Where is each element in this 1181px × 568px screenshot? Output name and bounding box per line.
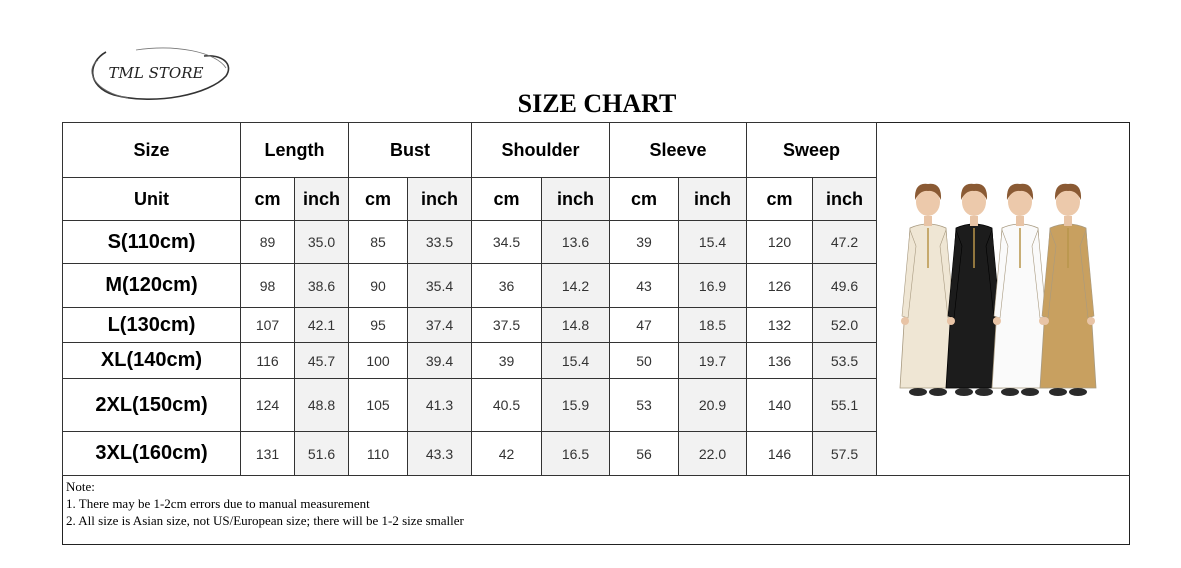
value-cell: 146 [747, 432, 813, 476]
value-cell: 124 [241, 379, 295, 432]
size-label: M(120cm) [63, 264, 241, 308]
note-heading: Note: [66, 479, 95, 494]
value-cell: 116 [241, 343, 295, 379]
unit-cm: cm [610, 178, 679, 221]
neck [970, 216, 978, 226]
value-cell: 100 [349, 343, 408, 379]
unit-cm: cm [472, 178, 542, 221]
page-title: SIZE CHART [517, 89, 677, 118]
value-cell: 136 [747, 343, 813, 379]
value-cell: 107 [241, 308, 295, 343]
value-cell: 55.1 [813, 379, 877, 432]
value-cell: 14.8 [542, 308, 610, 343]
size-label: XL(140cm) [63, 343, 241, 379]
value-cell: 90 [349, 264, 408, 308]
value-cell: 15.9 [542, 379, 610, 432]
hand [1087, 317, 1095, 325]
size-label: 2XL(150cm) [63, 379, 241, 432]
size-chart-table [62, 122, 877, 476]
value-cell: 18.5 [679, 308, 747, 343]
unit-row [63, 178, 877, 221]
value-cell: 15.4 [679, 221, 747, 264]
child-figure [992, 184, 1048, 396]
size-label: L(130cm) [63, 308, 241, 343]
sweep-header: Sweep [747, 123, 877, 178]
value-cell: 89 [241, 221, 295, 264]
value-cell: 33.5 [408, 221, 472, 264]
shoe [955, 388, 973, 396]
value-cell: 50 [610, 343, 679, 379]
value-cell: 140 [747, 379, 813, 432]
value-cell: 39 [472, 343, 542, 379]
value-cell: 53 [610, 379, 679, 432]
table-row [63, 432, 877, 476]
value-cell: 51.6 [295, 432, 349, 476]
unit-cm: cm [747, 178, 813, 221]
size-label: 3XL(160cm) [63, 432, 241, 476]
neck [1016, 216, 1024, 226]
value-cell: 38.6 [295, 264, 349, 308]
value-cell: 36 [472, 264, 542, 308]
value-cell: 105 [349, 379, 408, 432]
shoe [909, 388, 927, 396]
unit-header: Unit [63, 178, 241, 221]
value-cell: 47 [610, 308, 679, 343]
value-cell: 53.5 [813, 343, 877, 379]
bust-header: Bust [349, 123, 472, 178]
value-cell: 48.8 [295, 379, 349, 432]
value-cell: 16.5 [542, 432, 610, 476]
child-figure [1040, 184, 1096, 396]
unit-inch: inch [295, 178, 349, 221]
value-cell: 15.4 [542, 343, 610, 379]
value-cell: 22.0 [679, 432, 747, 476]
table-row [63, 379, 877, 432]
shoe [1049, 388, 1067, 396]
value-cell: 95 [349, 308, 408, 343]
value-cell: 39 [610, 221, 679, 264]
value-cell: 56 [610, 432, 679, 476]
shoe [1001, 388, 1019, 396]
table-row [63, 343, 877, 379]
shoe [1069, 388, 1087, 396]
value-cell: 39.4 [408, 343, 472, 379]
unit-inch: inch [813, 178, 877, 221]
note-line: 2. All size is Asian size, not US/European size; there will be 1-2 size smaller [66, 513, 464, 528]
unit-cm: cm [241, 178, 295, 221]
value-cell: 37.5 [472, 308, 542, 343]
note-line: 1. There may be 1-2cm errors due to manual measurement [66, 496, 370, 511]
value-cell: 120 [747, 221, 813, 264]
table-row [63, 221, 877, 264]
value-cell: 85 [349, 221, 408, 264]
notes [62, 475, 1130, 545]
value-cell: 13.6 [542, 221, 610, 264]
neck [924, 216, 932, 226]
value-cell: 126 [747, 264, 813, 308]
shoe [1021, 388, 1039, 396]
value-cell: 43 [610, 264, 679, 308]
unit-inch: inch [542, 178, 610, 221]
value-cell: 52.0 [813, 308, 877, 343]
value-cell: 20.9 [679, 379, 747, 432]
size-header: Size [63, 123, 241, 178]
table-row [63, 308, 877, 343]
value-cell: 42 [472, 432, 542, 476]
hand [901, 317, 909, 325]
neck [1064, 216, 1072, 226]
value-cell: 98 [241, 264, 295, 308]
shoulder-header: Shoulder [472, 123, 610, 178]
unit-cm: cm [349, 178, 408, 221]
sleeve-header: Sleeve [610, 123, 747, 178]
table-row [63, 264, 877, 308]
size-label: S(110cm) [63, 221, 241, 264]
hand [993, 317, 1001, 325]
value-cell: 34.5 [472, 221, 542, 264]
header-row [63, 123, 877, 178]
value-cell: 110 [349, 432, 408, 476]
value-cell: 42.1 [295, 308, 349, 343]
value-cell: 43.3 [408, 432, 472, 476]
value-cell: 57.5 [813, 432, 877, 476]
value-cell: 47.2 [813, 221, 877, 264]
value-cell: 131 [241, 432, 295, 476]
value-cell: 35.4 [408, 264, 472, 308]
hand [1041, 317, 1049, 325]
value-cell: 16.9 [679, 264, 747, 308]
shoe [929, 388, 947, 396]
product-photo [896, 176, 1118, 410]
value-cell: 37.4 [408, 308, 472, 343]
value-cell: 41.3 [408, 379, 472, 432]
unit-inch: inch [679, 178, 747, 221]
hand [947, 317, 955, 325]
value-cell: 14.2 [542, 264, 610, 308]
svg-text:TML STORE: TML STORE [108, 64, 204, 82]
value-cell: 45.7 [295, 343, 349, 379]
value-cell: 40.5 [472, 379, 542, 432]
shoe [975, 388, 993, 396]
value-cell: 35.0 [295, 221, 349, 264]
value-cell: 19.7 [679, 343, 747, 379]
length-header: Length [241, 123, 349, 178]
value-cell: 49.6 [813, 264, 877, 308]
unit-inch: inch [408, 178, 472, 221]
value-cell: 132 [747, 308, 813, 343]
